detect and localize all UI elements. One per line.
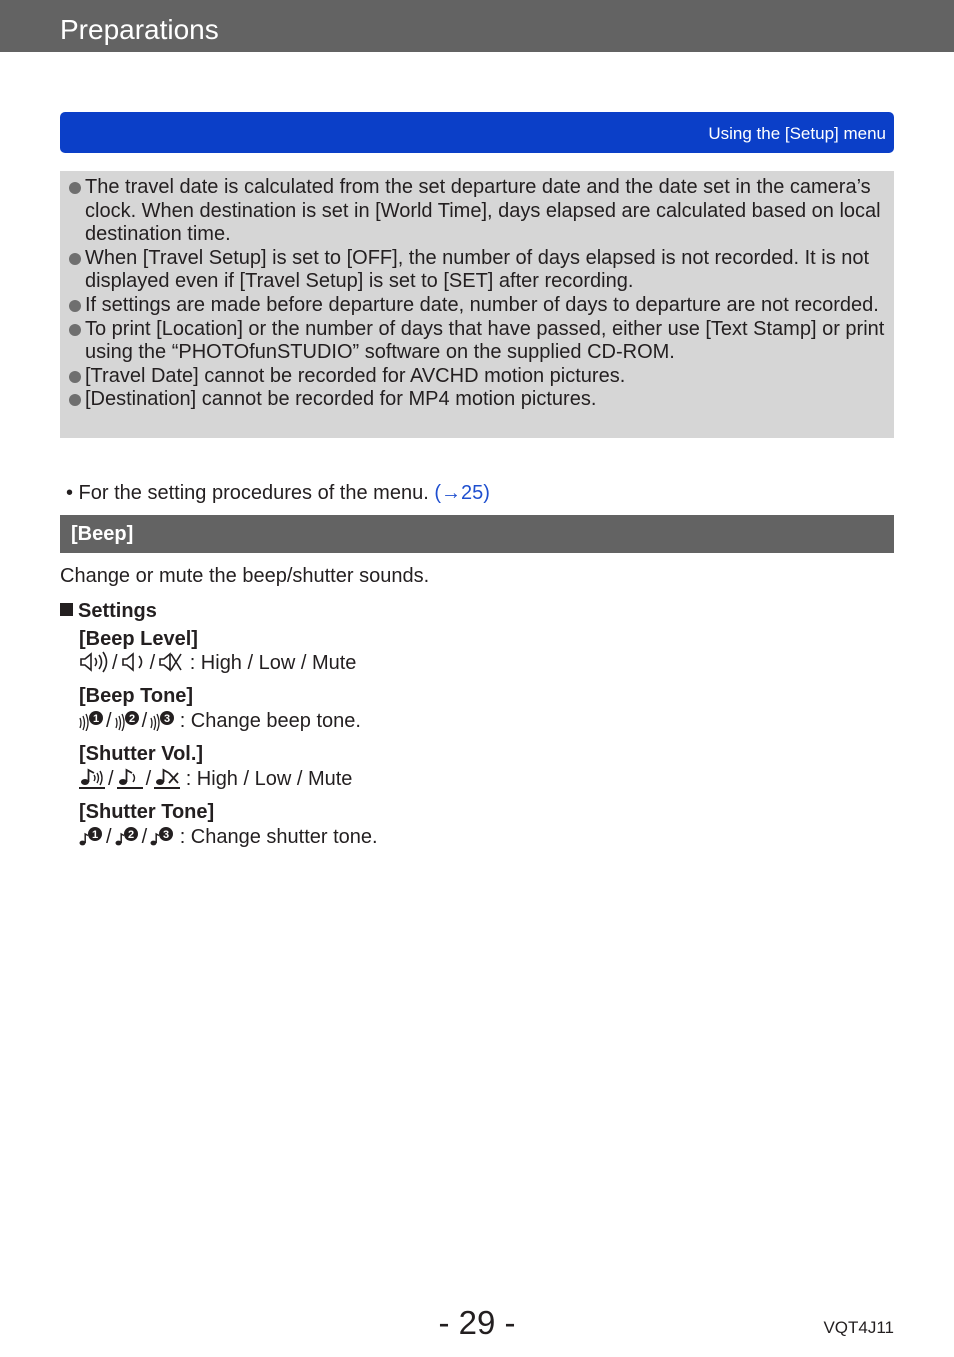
speaker-low-icon	[121, 651, 147, 673]
svg-text:2: 2	[128, 713, 135, 725]
setting-options-shutter-vol: / / : High / Low / Mute	[79, 767, 352, 791]
note-item: [Travel Date] cannot be recorded for AVCHD motion pictures.	[70, 365, 890, 389]
bullet-dot-icon	[69, 371, 81, 383]
bullet-dot-icon	[69, 300, 81, 312]
svg-text:1: 1	[92, 713, 100, 725]
note-item: If settings are made before departure date, number of days to departure are not recorded.	[70, 294, 890, 318]
setting-options-beep-level: / / : High / Low / Mute	[79, 651, 356, 675]
section-header	[60, 515, 894, 553]
shutter-high-icon	[79, 767, 105, 789]
setting-title-beep-level: [Beep Level]	[79, 628, 198, 650]
bullet-dot-icon	[69, 182, 81, 194]
menu-banner-label: Using the [Setup] menu	[708, 124, 886, 143]
note-item: To print [Location] or the number of days that have passed, either use [Text Stamp] or print using the “PHOTOfunSTUDIO” software on the supplied CD-ROM.	[70, 318, 890, 365]
bullet-dot-icon	[69, 324, 81, 336]
shutter-low-icon	[117, 767, 143, 789]
setting-options-shutter-tone: 1 / 2 / 3 : Change shutter tone.	[79, 825, 378, 849]
section-intro: Change or mute the beep/shutter sounds.	[60, 565, 430, 587]
shutter-mute-icon	[154, 767, 180, 789]
bullet-dot-icon	[69, 253, 81, 265]
svg-text:1: 1	[91, 829, 99, 841]
page-title: Preparations	[60, 14, 219, 45]
menu-banner	[60, 112, 894, 153]
notes-box	[60, 171, 894, 438]
page-header	[0, 0, 954, 52]
beep-tone-2-icon	[115, 709, 139, 731]
setting-title-shutter-vol: [Shutter Vol.]	[79, 743, 204, 765]
note-item: The travel date is calculated from the set departure date and the date set in the camera’s clock. When destination is set in [World Time], days elapsed are calculated based on local destination time.	[70, 176, 890, 247]
settings-heading: Settings	[60, 599, 157, 623]
shutter-tone-2-icon	[115, 825, 139, 847]
beep-tone-3-icon	[150, 709, 174, 731]
square-bullet-icon	[60, 603, 73, 616]
page-reference-link[interactable]: (→25)	[434, 482, 490, 504]
bullet-dot-icon	[69, 394, 81, 406]
page-number: - 29 -	[438, 1304, 516, 1341]
shutter-tone-1-icon	[79, 825, 103, 847]
procedure-note	[66, 481, 490, 505]
note-item: When [Travel Setup] is set to [OFF], the number of days elapsed is not recorded. It is not displayed even if [Travel Setup] is set to [SET] after recording.	[70, 247, 890, 294]
svg-text:2: 2	[127, 829, 134, 841]
procedure-text: • For the setting procedures of the menu.	[66, 482, 435, 504]
beep-tone-1-icon	[79, 709, 103, 731]
setting-title-shutter-tone: [Shutter Tone]	[79, 801, 215, 823]
speaker-mute-icon	[158, 651, 184, 673]
svg-text:3: 3	[164, 713, 171, 725]
speaker-high-icon	[79, 651, 109, 673]
notes-list	[70, 176, 890, 412]
setting-title-beep-tone: [Beep Tone]	[79, 685, 194, 707]
section-title: [Beep]	[71, 523, 134, 545]
model-code: VQT4J11	[823, 1318, 894, 1337]
shutter-tone-3-icon	[150, 825, 174, 847]
svg-text:3: 3	[163, 829, 170, 841]
note-item: [Destination] cannot be recorded for MP4 motion pictures.	[70, 388, 890, 412]
setting-options-beep-tone: 1 / 2 / 3 : Change beep tone.	[79, 709, 361, 733]
